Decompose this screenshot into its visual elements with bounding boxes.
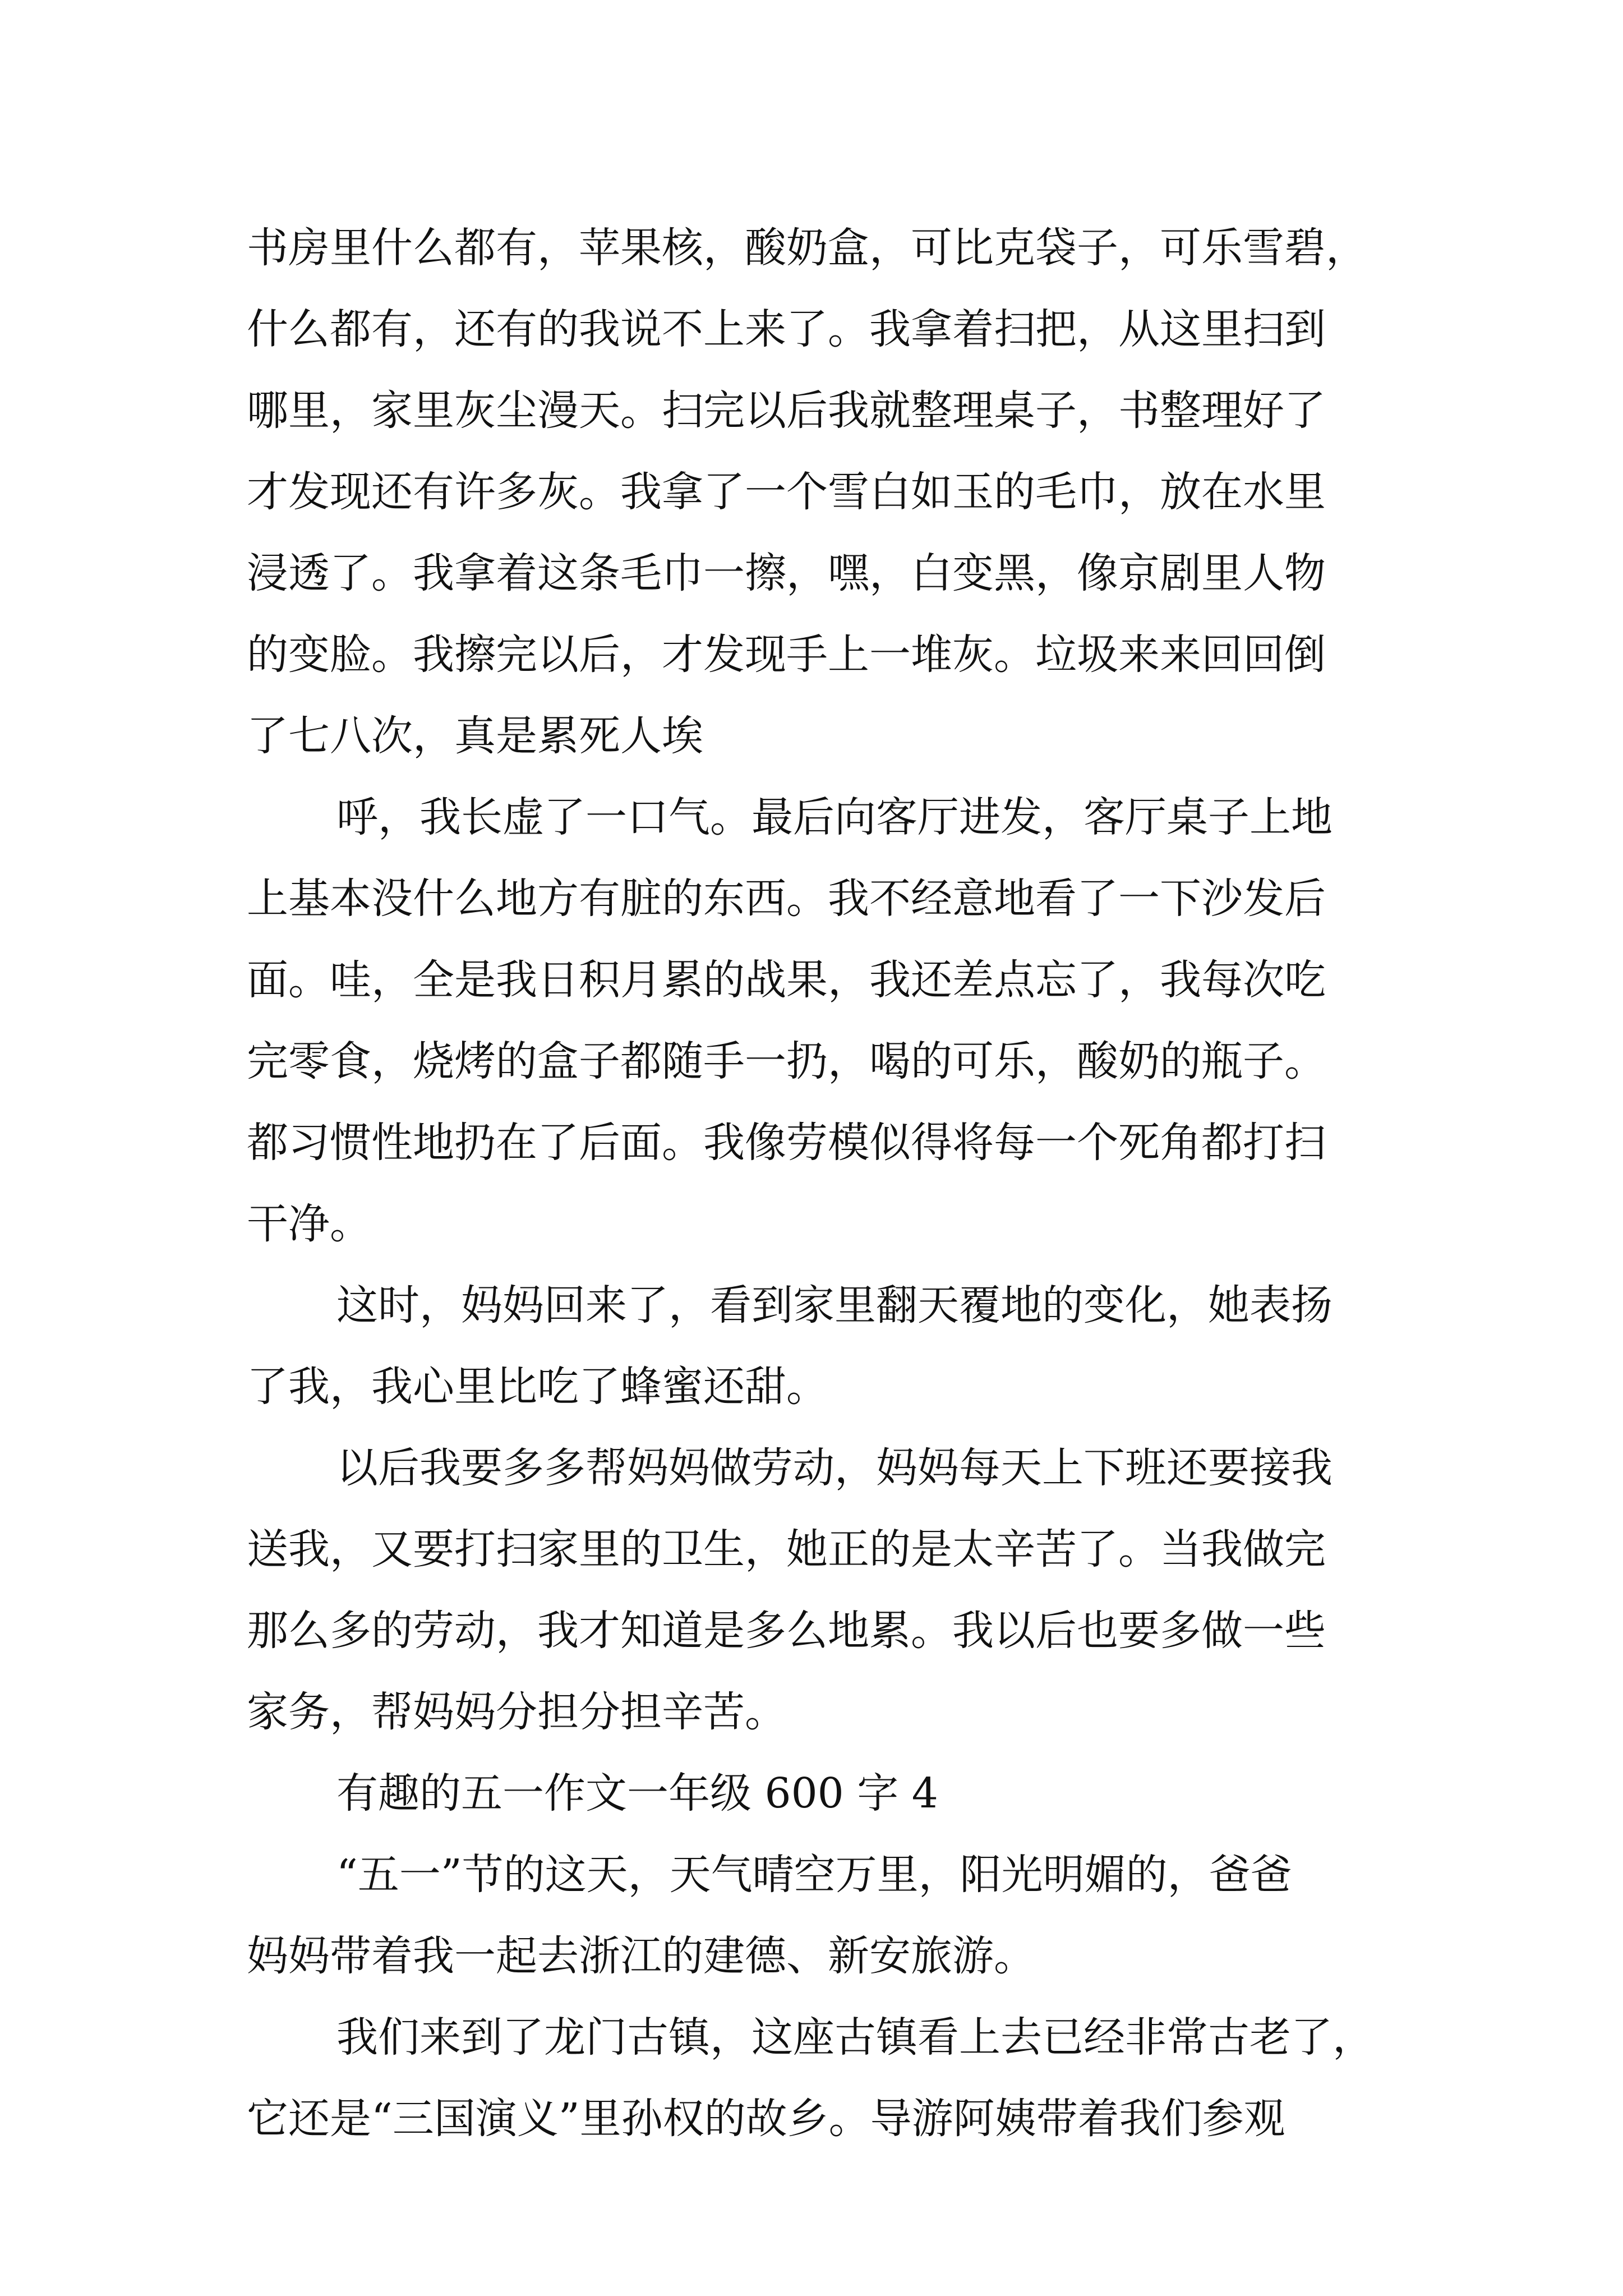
- text-line: 浸透了。我拿着这条毛巾一擦，嘿，白变黑，像京剧里人物: [247, 549, 1326, 597]
- text-line: 面。哇，全是我日积月累的战果，我还差点忘了，我每次吃: [247, 956, 1326, 1004]
- text-line: 妈妈带着我一起去浙江的建德、新安旅游。: [247, 1932, 1035, 1980]
- text-line: 家务，帮妈妈分担分担辛苦。: [247, 1688, 786, 1736]
- text-line: 它还是“三国演义”里孙权的故乡。导游阿姨带着我们参观: [247, 2095, 1285, 2143]
- text-line: 哪里，家里灰尘漫天。扫完以后我就整理桌子，书整理好了: [247, 386, 1326, 435]
- paragraph-start-line: 以后我要多多帮妈妈做劳动，妈妈每天上下班还要接我: [336, 1444, 1332, 1492]
- paragraph-start-line: “五一”节的这天，天气晴空万里，阳光明媚的，爸爸: [336, 1851, 1292, 1899]
- text-line: 才发现还有许多灰。我拿了一个雪白如玉的毛巾，放在水里: [247, 468, 1326, 516]
- paragraph-start-line: 这时，妈妈回来了，看到家里翻天覆地的变化，她表扬: [336, 1281, 1332, 1329]
- text-line: 了七八次，真是累死人埃: [247, 712, 703, 760]
- text-line: 都习惯性地扔在了后面。我像劳模似得将每一个死角都打扫: [247, 1119, 1326, 1167]
- text-line: 什么都有，还有的我说不上来了。我拿着扫把，从这里扫到: [247, 305, 1326, 353]
- text-line: 送我，又要打扫家里的卫生，她正的是太辛苦了。当我做完: [247, 1525, 1326, 1573]
- text-line: 干净。: [247, 1200, 371, 1248]
- text-line: 上基本没什么地方有脏的东西。我不经意地看了一下沙发后: [247, 875, 1326, 923]
- text-line: 了我，我心里比吃了蜂蜜还甜。: [247, 1363, 828, 1411]
- paragraph-start-line: 我们来到了龙门古镇，这座古镇看上去已经非常古老了，: [336, 2013, 1374, 2062]
- text-line: 书房里什么都有，苹果核，酸奶盒，可比克袋子，可乐雪碧，: [247, 224, 1367, 272]
- paragraph-start-line: 呼，我长虚了一口气。最后向客厅进发，客厅桌子上地: [336, 793, 1332, 841]
- document-body: [247, 208, 1385, 2160]
- text-line: 完零食，烧烤的盒子都随手一扔，喝的可乐，酸奶的瓶子。: [247, 1037, 1326, 1085]
- text-line: 的变脸。我擦完以后，才发现手上一堆灰。垃圾来来回回倒: [247, 631, 1326, 679]
- text-line: 那么多的劳动，我才知道是多么地累。我以后也要多做一些: [247, 1607, 1326, 1655]
- section-heading: 有趣的五一作文一年级 600 字 4: [336, 1769, 938, 1818]
